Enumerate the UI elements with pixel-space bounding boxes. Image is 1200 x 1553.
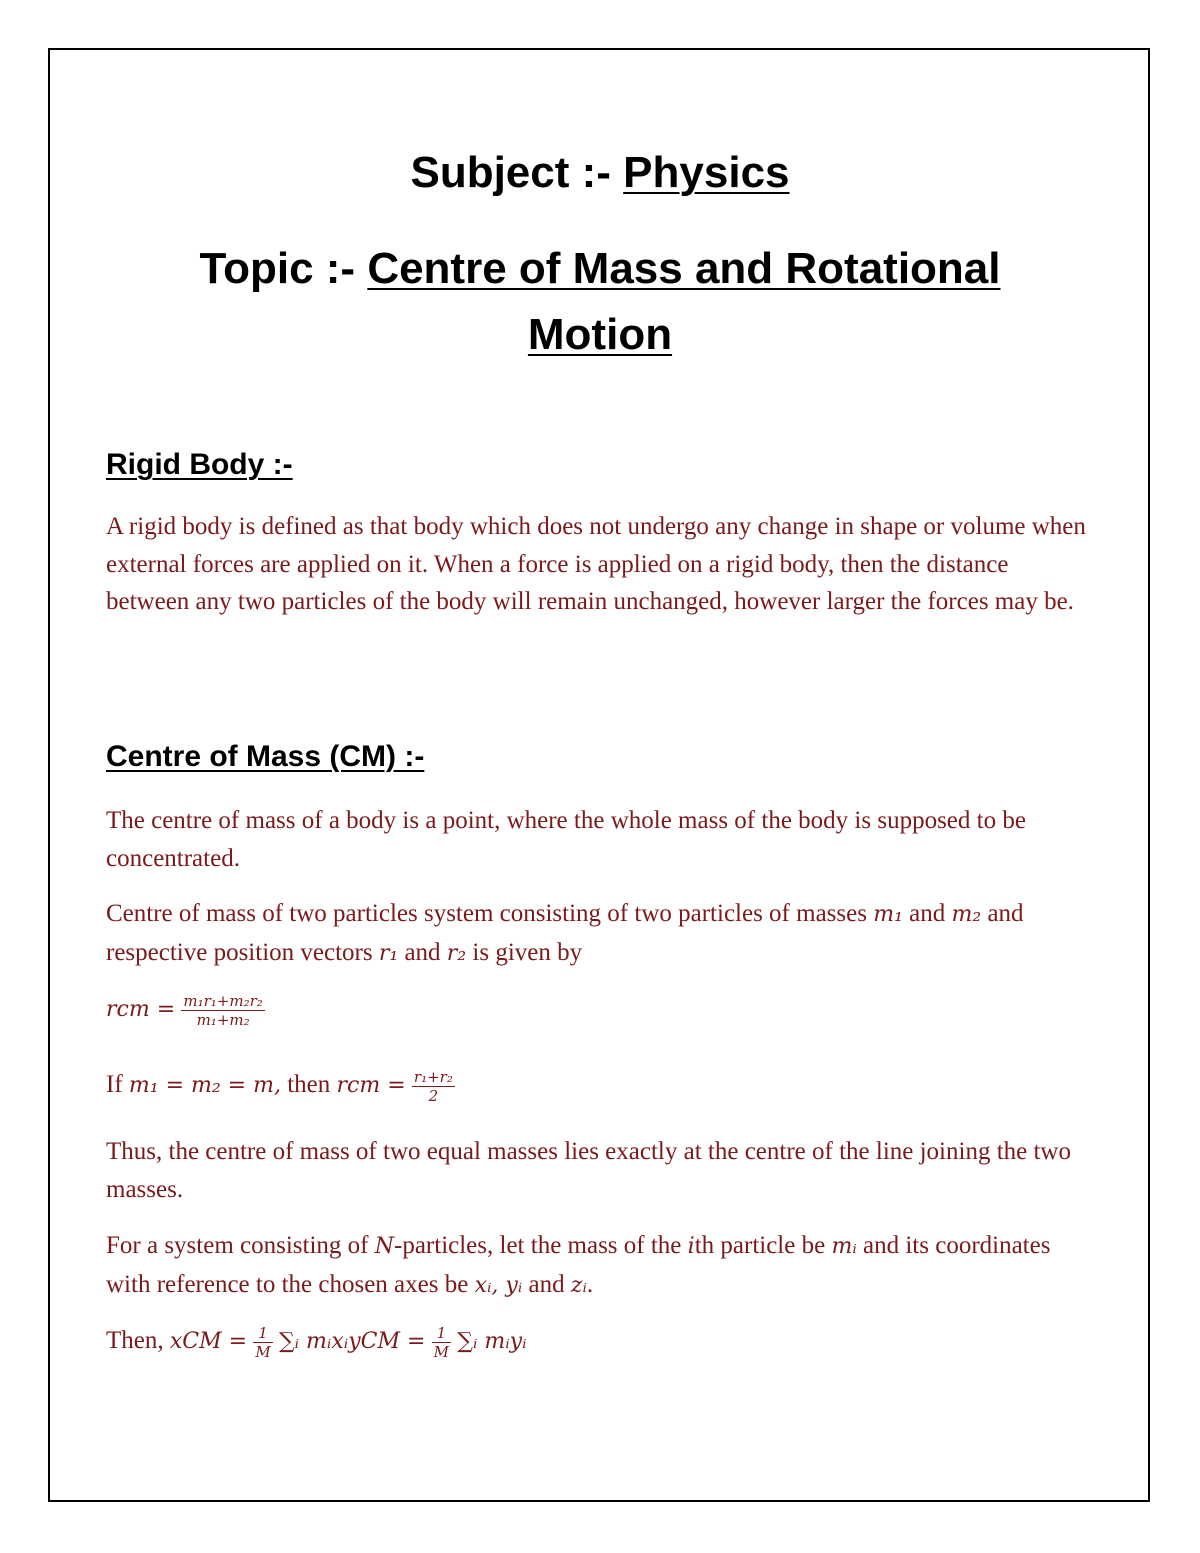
if-text: If [106,1071,123,1098]
n-text: and its coordinates with reference to the chosen axes be [106,1232,1051,1298]
n-particle-formula [106,1322,1096,1361]
ycm-rhs: ∑ᵢ mᵢyᵢ [457,1329,527,1354]
subject-label: Subject :- [410,148,624,197]
n-text: and [528,1270,565,1298]
xi-yi-symbols: xᵢ, yᵢ [474,1272,523,1298]
then-label: Then, [106,1327,164,1354]
then-denominator: 2 [428,1086,439,1105]
subject-heading [0,148,1200,198]
topic-value-line1: Centre of Mass and Rotational [367,244,1001,293]
then-numerator: r₁+r₂ [413,1067,453,1086]
equal-mass-formula [106,1066,1096,1105]
equal-masses-paragraph: Thus, the centre of mass of two equal masses lies exactly at the centre of the line joining the two masses. [106,1138,1071,1203]
then-lhs: rcm = [336,1073,406,1098]
n-particles-paragraph [106,1227,1096,1304]
rigid-body-paragraph: A rigid body is defined as that body which does not undergo any change in shape or volume when external forces are applied on it. When a force is applied on a rigid body, then the distance between any two particles of the body will remain unchanged, however larger the forces may be. [106,513,1086,615]
subject-value: Physics [623,148,790,197]
then-fraction [412,1068,455,1105]
mi-symbol: mᵢ [831,1234,857,1259]
xcm-rhs: ∑ᵢ mᵢxᵢ [278,1329,349,1354]
ycm-denominator: M [433,1342,450,1361]
xcm-numerator: 1 [253,1324,272,1343]
n-text: . [586,1270,594,1298]
rcm-denominator: m₁+m₂ [196,1010,250,1029]
m2-symbol: m₂ [951,902,982,927]
two-particle-text: Centre of mass of two particles system consisting of two particles of masses [106,900,867,927]
two-particle-text: is given by [472,938,583,966]
cm-definition: The centre of mass of a body is a point, where the whole mass of the body is supposed to be concentrated. [106,807,1026,872]
topic-heading [0,236,1200,368]
rigid-body-heading: Rigid Body :- [106,448,293,481]
m1-symbol: m₁ [873,902,903,927]
rcm-numerator: m₁r₁+m₂r₂ [183,991,263,1010]
xcm-lhs: xCM = [169,1329,248,1354]
xcm-fraction [253,1324,272,1361]
then-text: then [287,1071,331,1098]
two-particle-formula [106,990,1096,1029]
topic-value-line2: Motion [527,310,673,359]
i-symbol: i [687,1234,695,1259]
ycm-numerator: 1 [432,1324,451,1343]
xcm-denominator: M [255,1342,271,1361]
n-text: th particle be [694,1232,826,1259]
ycm-fraction [432,1324,451,1361]
n-text: -particles, let the mass of the [394,1232,682,1259]
n-symbol: N [374,1234,394,1259]
r2-symbol: r₂ [446,940,467,966]
two-particle-text: and [909,900,946,927]
topic-label: Topic :- [199,244,368,293]
two-particle-text: and [404,938,441,966]
r1-symbol: r₁ [378,940,399,966]
centre-of-mass-heading: Centre of Mass (CM) :- [106,740,425,773]
ycm-lhs: yCM = [348,1329,426,1354]
two-particle-paragraph [106,895,1096,972]
if-equation: m₁ = m₂ = m, [128,1073,281,1098]
rcm-fraction [181,992,264,1029]
n-text: For a system consisting of [106,1232,369,1259]
rcm-lhs: rcm = [106,997,176,1022]
two-particle-text: and respective position vectors [106,900,1024,966]
zi-symbol: zᵢ [570,1272,587,1298]
